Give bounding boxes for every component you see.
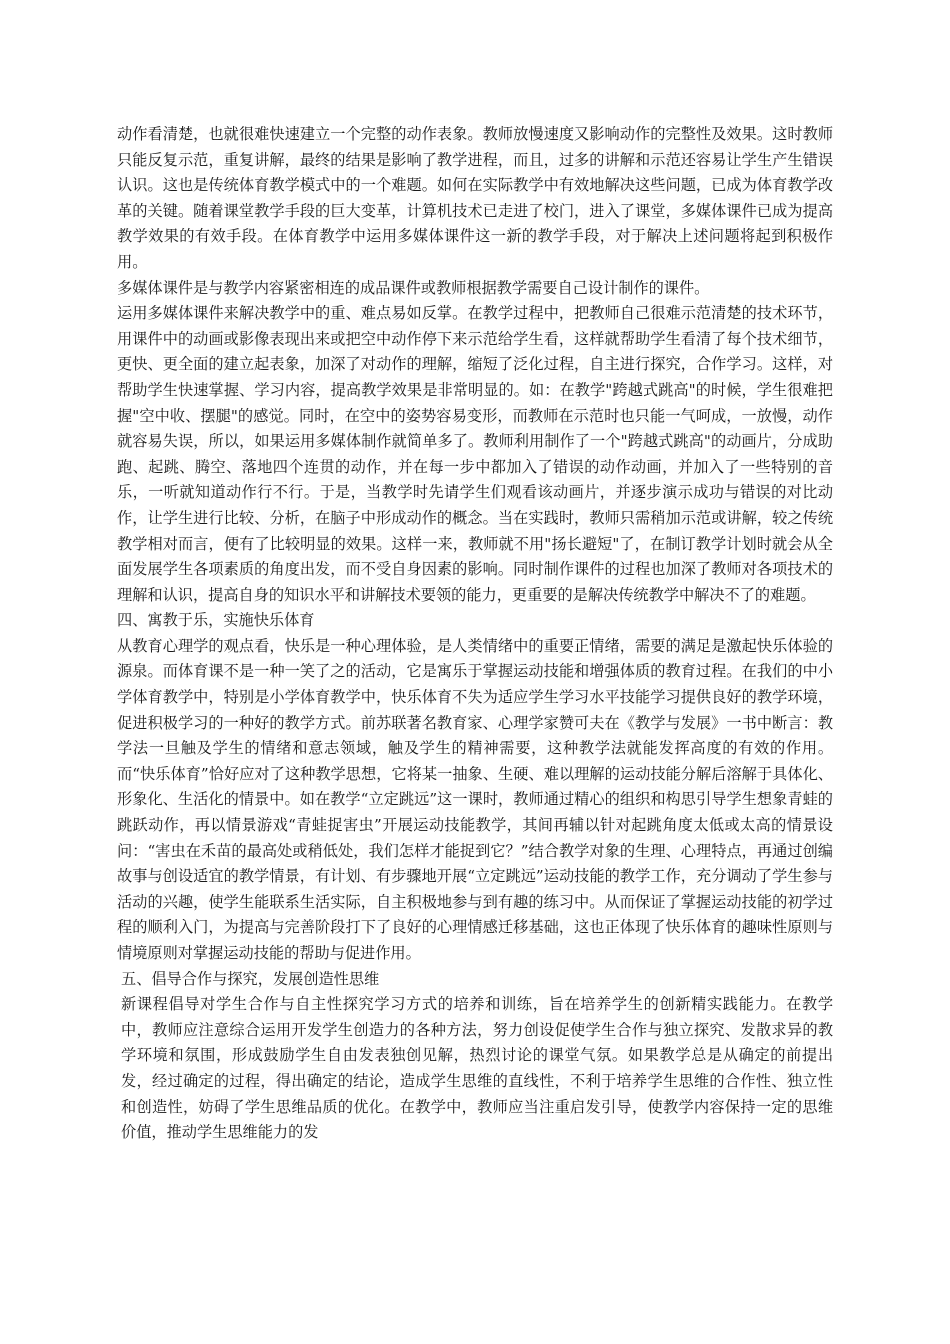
- paragraph-2: 多媒体课件是与教学内容紧密相连的成品课件或教师根据教学需要自己设计制作的课件。: [117, 278, 710, 297]
- section-heading-4: 四、寓教于乐，实施快乐体育: [117, 611, 315, 630]
- paragraph-3: 运用多媒体课件来解决教学中的重、难点易如反掌。在教学过程中，把教师自己很难示范清楚的技术环节，用课件中的动画或影像表现出来或把空中动作停下来示范给学生看，这样就帮助学生看清了每个技术细节，更快、更全面的建立起表象，加深了对动作的理解，缩短了泛化过程，自主进行探究，合作学习。这样，对帮助学生快速掌握、学习内容，提高教学效果是非常明显的。如：在教学"跨越式跳高"的时候，学生很难把握"空中收、摆腿"的感觉。同时，在空中的姿势容易变形，而教师在示范时也只能一气呵成，一放慢，动作就容易失误，所以，如果运用多媒体制作就简单多了。教师利用制作了一个"跨越式跳高"的动画片，分成助跑、起跳、腾空、落地四个连贯的动作，并在每一步中都加入了错误的动作动画，并加入了一些特别的音乐，一听就知道动作行不行。于是，当教学时先请学生们观看该动画片，并逐步演示成功与错误的对比动作，让学生进行比较、分析，在脑子中形成动作的概念。当在实践时，教师只需稍加示范或讲解，较之传统教学相对而言，便有了比较明显的效果。这样一来，教师就不用"扬长避短"了，在制订教学计划时就会从全面发展学生各项素质的角度出发，而不受自身因素的影响。同时制作课件的过程也加深了教师对各项技术的理解和认识，提高自身的知识水平和讲解技术要领的能力，更重要的是解决传统教学中解决不了的难题。: [117, 304, 833, 604]
- paragraph-4: 从教育心理学的观点看，快乐是一种心理体验，是人类情绪中的重要正情绪，需要的满足是激起快乐体验的源泉。而体育课不是一种一笑了之的活动，它是寓乐于掌握运动技能和增强体质的教育过程。在我们的中小学体育教学中，特别是小学体育教学中，快乐体育不失为适应学生学习水平技能学习提供良好的教学环境，促进积极学习的一种好的教学方式。前苏联著名教育家、心理学家赞可夫在《教学与发展》一书中断言：教学法一旦触及学生的情绪和意志领域，触及学生的精神需要，这种教学法就能发挥高度的有效的作用。而“快乐体育”恰好应对了这种教学思想，它将某一抽象、生硬、难以理解的运动技能分解后溶解于具体化、形象化、生活化的情景中。如在教学“立定跳远”这一课时，教师通过精心的组织和构思引导学生想象青蛙的跳跃动作，再以情景游戏“青蛙捉害虫”开展运动技能教学，其间再辅以针对起跳角度太低或太高的情景设问：“害虫在禾苗的最高处或稍低处，我们怎样才能捉到它？”结合教学对象的生理、心理特点，再通过创编故事与创设适宜的教学情景，有计划、有步骤地开展“立定跳远”运动技能的教学工作，充分调动了学生参与活动的兴趣，使学生能联系生活实际，自主积极地参与到有趣的练习中。从而保证了掌握运动技能的初学过程的顺利入门，为提高与完善阶段打下了良好的心理情感迁移基础，这也正体现了快乐体育的趣味性原则与情境原则对掌握运动技能的帮助与促进作用。: [117, 636, 833, 962]
- document-page: [117, 122, 833, 1146]
- paragraph-5: 新课程倡导对学生合作与自主性探究学习方式的培养和训练，旨在培养学生的创新精实践能力。在教学中，教师应注意综合运用开发学生创造力的各种方法，努力创设促使学生合作与独立探究、发散求异的教学环境和氛围，形成鼓励学生自由发表独创见解，热烈讨论的课堂气氛。如果教学总是从确定的前提出发，经过确定的过程，得出确定的结论，造成学生思维的直线性，不利于培养学生思维的合作性、独立性和创造性，妨碍了学生思维品质的优化。在教学中，教师应当注重启发引导，使教学内容保持一定的思维价值，推动学生思维能力的发: [121, 995, 833, 1142]
- section-heading-5: 五、倡导合作与探究，发展创造性思维: [121, 969, 380, 988]
- paragraph-1: 动作看清楚，也就很难快速建立一个完整的动作表象。教师放慢速度又影响动作的完整性及效果。这时教师只能反复示范，重复讲解，最终的结果是影响了教学进程，而且，过多的讲解和示范还容易让学生产生错误认识。这也是传统体育教学模式中的一个难题。如何在实际教学中有效地解决这些问题，已成为体育教学改革的关键。随着课堂教学手段的巨大变革，计算机技术已走进了校门，进入了课堂，多媒体课件已成为提高教学效果的有效手段。在体育教学中运用多媒体课件这一新的教学手段，对于解决上述问题将起到积极作用。: [117, 125, 833, 271]
